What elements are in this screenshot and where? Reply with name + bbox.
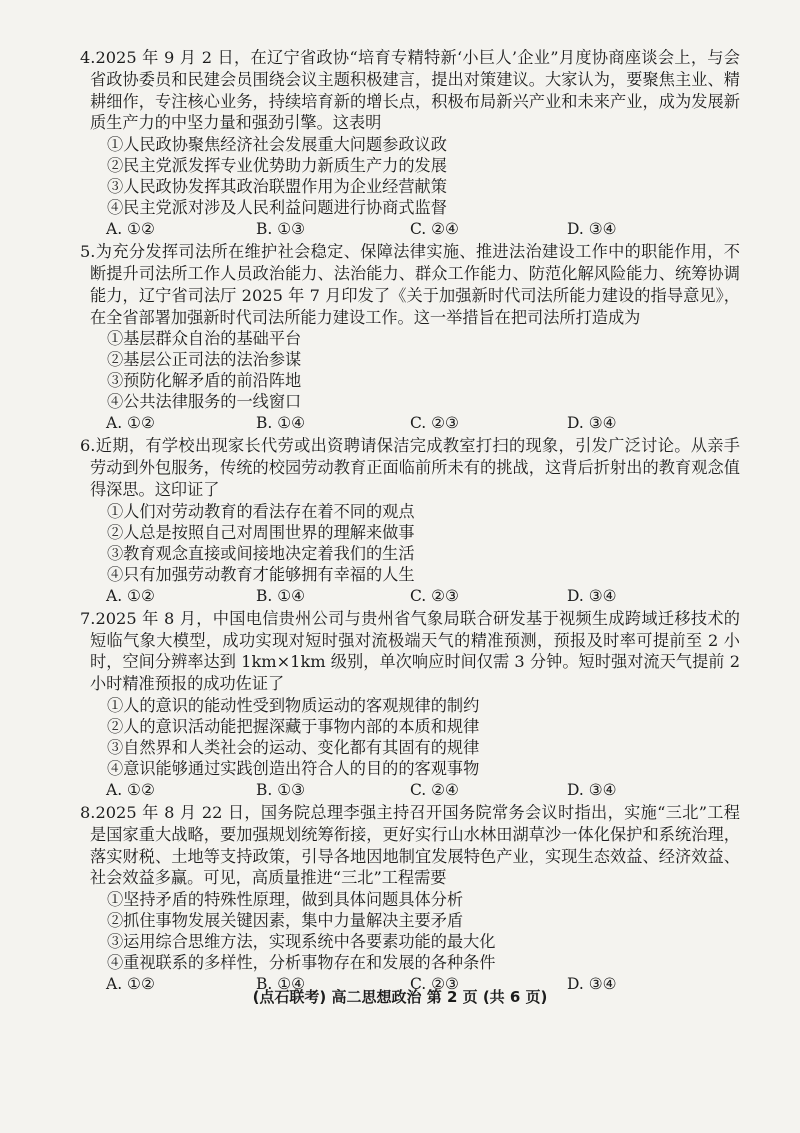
statement-4: ④重视联系的多样性，分析事物存在和发展的各种条件 [107,953,496,973]
statement-4: ④意识能够通过实践创造出符合人的目的的客观事物 [107,758,480,778]
statement-3: ③教育观念直接或间接地决定着我们的生活 [107,543,415,563]
question-number: 8. [80,802,96,822]
question-5 [80,241,740,435]
question-number: 5. [80,242,96,262]
choice-b: B. ①④ [256,975,306,994]
answer-choices [90,412,740,435]
choice-b: B. ①③ [256,780,306,799]
statement-1: ①基层群众自治的基础平台 [107,329,302,349]
statement-3: ③预防化解矛盾的前沿阵地 [107,371,302,391]
statement-4: ④公共法律服务的一线窗口 [107,392,302,412]
choice-d: D. ③④ [567,975,617,994]
question-stem: 为充分发挥司法所在维护社会稳定、保障法律实施、推进法治建设工作中的职能作用，不断提升司法所工作人员政治能力、法治能力、群众工作能力、防范化解风险能力、统筹协调能力，辽宁省司法厅 2025 年 7 月印发了《关于加强新时代司法所能力建设的指导意见》，在全省部署加强新时代司法所能力建设工作。这一举措旨在把司法所打造成为 [90,242,740,327]
question-stem: 2025 年 9 月 2 日，在辽宁省政协“培育专精特新‘小巨人’企业”月度协商座谈会上，与会省政协委员和民建会员围绕会议主题积极建言，提出对策建议。大家认为，要聚焦主业、精耕细作，专注核心业务，持续培育新的增长点，积极布局新兴产业和未来产业，成为发展新质生产力的中坚力量和强劲引擎。这表明 [90,48,740,133]
question-stem: 近期，有学校出现家长代劳或出资聘请保洁完成教室打扫的现象，引发广泛讨论。从亲手劳动到外包服务，传统的校园劳动教育正面临前所未有的挑战，这背后折射出的教育观念值得深思。这印证了 [90,436,740,499]
choice-a: A. ①② [106,586,155,605]
choice-d: D. ③④ [567,220,617,239]
choice-a: A. ①② [106,414,155,433]
statement-4: ④只有加强劳动教育才能够拥有幸福的人生 [107,564,415,584]
statement-1: ①人民政协聚焦经济社会发展重大问题参政议政 [107,135,447,155]
choice-c: C. ②④ [410,780,459,799]
question-stem: 2025 年 8 月 22 日，国务院总理李强主持召开国务院常务会议时指出，实施“三北”工程是国家重大战略，要加强规划统筹衔接，更好实行山水林田湖草沙一体化保护和系统治理，落实财税、土地等支持政策，引导各地因地制宜发展特色产业，实现生态效益、经济效益、社会效益多赢。可见，高质量推进“三北”工程需要 [90,802,740,888]
question-list [80,47,740,996]
question-8 [80,802,740,996]
choice-a: A. ①② [106,780,155,799]
question-7 [80,608,740,802]
question-number: 4. [80,48,96,67]
question-number: 7. [80,608,96,628]
statement-3: ③运用综合思维方法，实现系统中各要素功能的最大化 [107,932,496,952]
answer-choices [90,779,740,802]
statement-2: ②人总是按照自己对周围世界的理解来做事 [107,522,415,542]
question-6 [80,435,740,607]
statement-1: ①人的意识的能动性受到物质运动的客观规律的制约 [107,695,480,715]
choice-c: C. ②④ [410,220,459,239]
question-number: 6. [80,436,96,456]
statement-3: ③人民政协发挥其政治联盟作用为企业经营献策 [107,177,447,197]
statement-2: ②抓住事物发展关键因素，集中力量解决主要矛盾 [107,911,464,931]
statement-2: ②基层公正司法的法治参谋 [107,350,302,370]
statement-3: ③自然界和人类社会的运动、变化都有其固有的规律 [107,737,480,757]
page-footer: (点石联考) 高二思想政治 第 2 页 (共 6 页) [252,988,548,1006]
choice-a: A. ①② [106,220,155,239]
choice-b: B. ①④ [256,586,306,605]
choice-b: B. ①③ [256,220,306,239]
choice-d: D. ③④ [567,414,617,433]
answer-choices [90,585,740,608]
answer-choices [90,218,740,241]
statement-1: ①人们对劳动教育的看法存在着不同的观点 [107,501,415,521]
statement-1: ①坚持矛盾的特殊性原理，做到具体问题具体分析 [107,890,464,910]
choice-d: D. ③④ [567,586,617,605]
question-stem: 2025 年 8 月，中国电信贵州公司与贵州省气象局联合研发基于视频生成跨域迁移技术的短临气象大模型，成功实现对短时强对流极端天气的精准预测，预报及时率可提前至 2 小时，空间分辨率达到 1km×1km 级别，单次响应时间仅需 3 分钟。短时强对流天气提前 2 小时精准预报的成功佐证了 [90,608,740,694]
statement-2: ②人的意识活动能把握深藏于事物内部的本质和规律 [107,716,480,736]
choice-b: B. ①④ [256,414,306,433]
choice-d: D. ③④ [567,780,617,799]
choice-c: C. ②③ [410,975,459,994]
choice-c: C. ②③ [410,586,459,605]
choice-c: C. ②③ [410,414,459,433]
choice-a: A. ①② [106,975,155,994]
question-4 [80,47,740,241]
statement-2: ②民主党派发挥专业优势助力新质生产力的发展 [107,156,447,176]
statement-4: ④民主党派对涉及人民利益问题进行协商式监督 [107,198,447,218]
